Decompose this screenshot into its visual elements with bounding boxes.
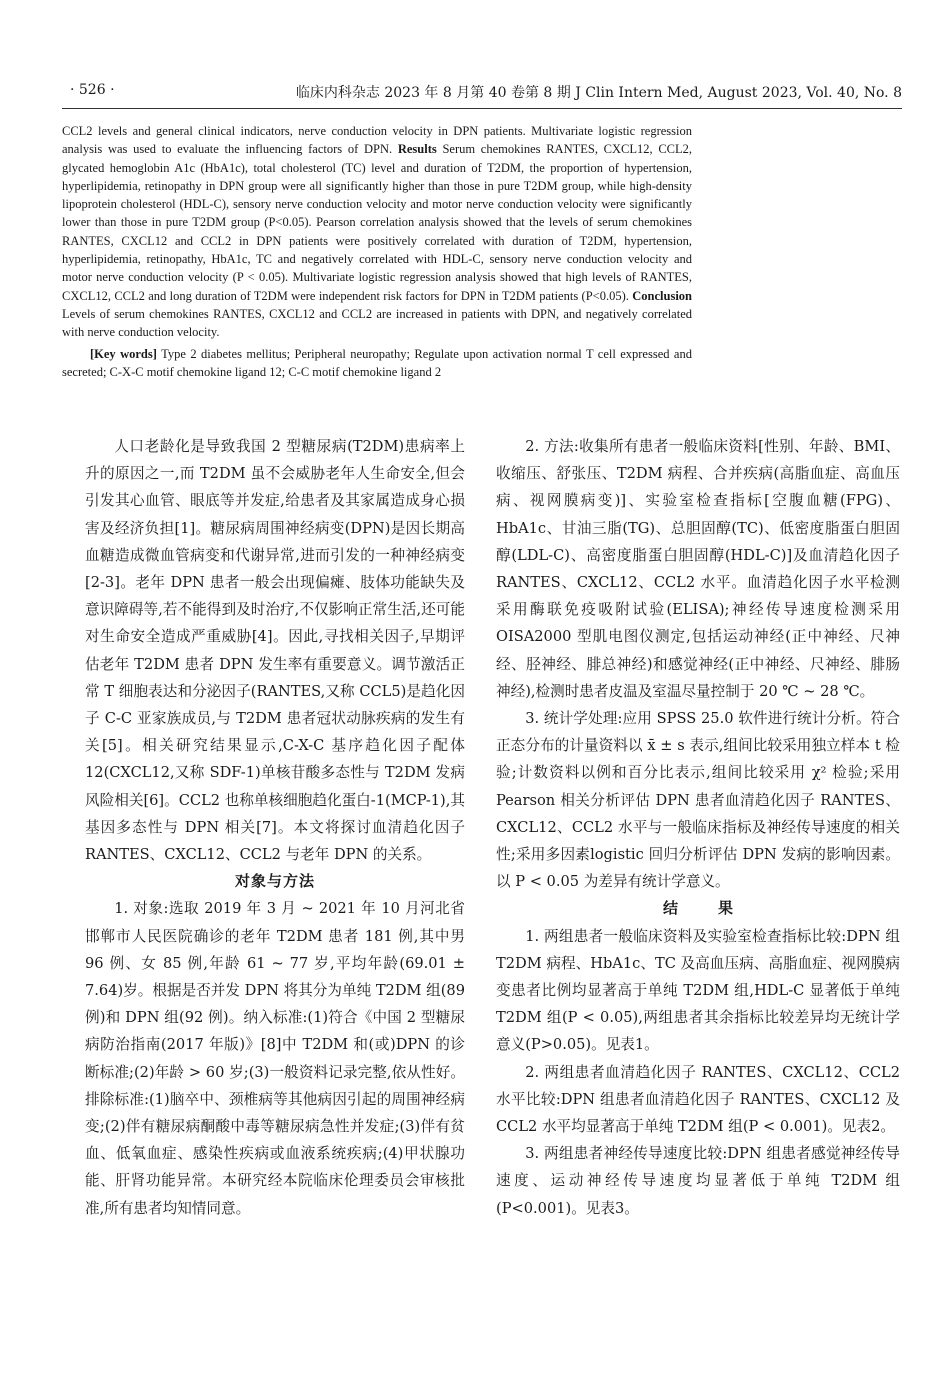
keywords	[62, 345, 692, 382]
methods-paragraph: 2. 方法:收集所有患者一般临床资料[性别、年龄、BMI、收缩压、舒张压、T2DM 病程、合并疾病(高脂血症、高血压病、视网膜病变)]、实验室检查指标[空腹血糖(FPG)、HbA1c、甘油三脂(TG)、总胆固醇(TC)、低密度脂蛋白胆固醇(LDL-C)、高密度脂蛋白胆固醇(HDL-C)]及血清趋化因子 RANTES、CXCL12、CCL2 水平。血清趋化因子水平检测采用酶联免疫吸附试验(ELISA);神经传导速度检测采用 OISA2000 型肌电图仪测定,包括运动神经(正中神经、尺神经、胫神经、腓总神经)和感觉神经(正中神经、尺神经、腓肠神经),检测时患者皮温及室温尽量控制于 20 ℃ ~ 28 ℃。	[496, 438, 900, 700]
section-title-results: 结果	[662, 899, 773, 918]
abstract-results: Serum chemokines RANTES, CXCL12, CCL2, glycated hemoglobin A1c (HbA1c), total cholesterol (TC) level and duration of T2DM, the proportion of hypertension, hyperlipidemia, retinopathy in DPN group were all significantly higher than those in pure T2DM group, while high-density lipoprotein cholesterol (HDL-C), sensory nerve conduction velocity and motor nerve conduction velocity were significantly lower than those in pure T2DM group (P<0.05). Pearson correlation analysis showed that the levels of serum chemokines RANTES, CXCL12 and CCL2 in DPN patients were positively correlated with duration of T2DM, hypertension, hyperlipidemia, retinopathy, HbA1c, TC and negatively correlated with HDL-C, sensory nerve conduction velocity and motor nerve conduction velocity (P < 0.05). Multivariate logistic regression analysis showed that high levels of RANTES, CXCL12, CCL2 and long duration of T2DM were independent risk factors for DPN in T2DM patients (P<0.05).	[62, 142, 693, 303]
intro-paragraph: 人口老龄化是导致我国 2 型糖尿病(T2DM)患病率上升的原因之一,而 T2DM 虽不会威胁老年人生命安全,但会引发其心血管、眼底等并发症,给患者及其家属造成身心损害及经济负担[1]。糖尿病周围神经病变(DPN)是因长期高血糖造成微血管病变和代谢异常,进而引发的一种神经病变[2-3]。老年 DPN 患者一般会出现偏瘫、肢体功能缺失及意识障碍等,若不能得到及时治疗,不仅影响正常生活,还可能对生命安全造成严重威胁[4]。因此,寻找相关因子,早期评估老年 T2DM 患者 DPN 发生率有重要意义。调节激活正常 T 细胞表达和分泌因子(RANTES,又称 CCL5)是趋化因子 C-C 亚家族成员,与 T2DM 患者冠状动脉疾病的发生有关[5]。相关研究结果显示,C-X-C 基序趋化因子配体 12(CXCL12,又称 SDF-1)单核苷酸多态性与 T2DM 发病风险相关[6]。CCL2 也称单核细胞趋化蛋白-1(MCP-1),其基因多态性与 DPN 相关[7]。本文将探讨血清趋化因子 RANTES、CXCL12、CCL2 与老年 DPN 的关系。	[85, 438, 465, 864]
result-1-paragraph: 1. 两组患者一般临床资料及实验室检查指标比较:DPN 组 T2DM 病程、HbA1c、TC 及高血压病、高脂血症、视网膜病变患者比例均显著高于单纯 T2DM 组,HDL-C 显著低于单纯 T2DM 组(P < 0.05),两组患者其余指标比较差异均无统计学意义(P>0.05)。见表1。	[496, 927, 900, 1054]
result-2-paragraph: 2. 两组患者血清趋化因子 RANTES、CXCL12、CCL2 水平比较:DPN 组患者血清趋化因子 RANTES、CXCL12 及 CCL2 水平均显著高于单纯 T2DM 组(P < 0.001)。见表2。	[496, 1063, 900, 1136]
keywords-label: [Key words]	[90, 346, 157, 361]
left-column	[85, 433, 465, 1222]
section-title-methods: 对象与方法	[234, 872, 315, 891]
english-abstract	[62, 122, 692, 381]
header-rule	[62, 108, 902, 109]
running-header	[70, 82, 902, 104]
conclusion-label: Conclusion	[632, 288, 692, 303]
page-number: · 526 ·	[70, 82, 115, 98]
abstract-conclusion: Levels of serum chemokines RANTES, CXCL12 and CCL2 are increased in patients with DPN, and negatively correlated with nerve conduction velocity.	[62, 306, 692, 340]
right-column	[496, 433, 900, 1222]
result-3-paragraph: 3. 两组患者神经传导速度比较:DPN 组患者感觉神经传导速度、运动神经传导速度均显著低于单纯 T2DM 组(P<0.001)。见表3。	[496, 1145, 900, 1217]
statistics-paragraph: 3. 统计学处理:应用 SPSS 25.0 软件进行统计分析。符合正态分布的计量资料以 x̄ ± s 表示,组间比较采用独立样本 t 检验;计数资料以例和百分比表示,组间比较采用 χ² 检验;采用 Pearson 相关分析评估 DPN 患者血清趋化因子 RANTES、CXCL12、CCL2 水平与一般临床指标及神经传导速度的相关性;采用多因素logistic 回归分析评估 DPN 发病的影响因素。以 P < 0.05 为差异有统计学意义。	[496, 710, 900, 891]
objects-paragraph: 1. 对象:选取 2019 年 3 月 ~ 2021 年 10 月河北省邯郸市人民医院确诊的老年 T2DM 患者 181 例,其中男 96 例、女 85 例,年龄 61 ~ 77 岁,平均年龄(69.01 ± 7.64)岁。根据是否并发 DPN 将其分为单纯 T2DM 组(89 例)和 DPN 组(92 例)。纳入标准:(1)符合《中国 2 型糖尿病防治指南(2017 年版)》[8]中 T2DM 和(或)DPN 的诊断标准;(2)年龄 > 60 岁;(3)一般资料记录完整,依从性好。排除标准:(1)脑卒中、颈椎病等其他病因引起的周围神经病变;(2)伴有糖尿病酮酸中毒等糖尿病急性并发症;(3)伴有贫血、低氧血症、感染性疾病或血液系统疾病;(4)甲状腺功能、肝肾功能异常。本研究经本院临床伦理委员会审核批准,所有患者均知情同意。	[85, 900, 465, 1217]
abstract-body	[62, 122, 692, 342]
results-label: Results	[397, 142, 437, 157]
journal-citation: 临床内科杂志 2023 年 8 月第 40 卷第 8 期 J Clin Intern Med, August 2023, Vol. 40, No. 8	[295, 85, 902, 101]
abstract-methods-tail: CCL2 levels and general clinical indicators, nerve conduction velocity in DPN patients. Multivariate logistic regression analysis was used to evaluate the influencing factors of DPN.	[62, 124, 692, 157]
keywords-text: Type 2 diabetes mellitus; Peripheral neuropathy; Regulate upon activation normal T cell expressed and secreted; C-X-C motif chemokine ligand 12; C-C motif chemokine ligand 2	[62, 346, 692, 379]
